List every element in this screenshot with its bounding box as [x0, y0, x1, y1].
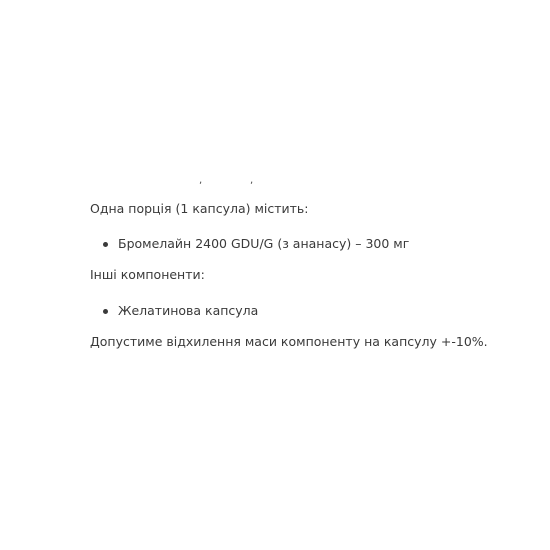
stray-comma-2: , — [250, 175, 254, 186]
serving-item: Бромелайн 2400 GDU/G (з ананасу) – 300 мг — [118, 236, 410, 251]
serving-label: Одна порція (1 капсула) містить: — [90, 201, 309, 216]
other-component-item: Желатинова капсула — [118, 303, 259, 318]
bullet-icon — [103, 309, 108, 314]
tolerance-note: Допустиме відхилення маси компоненту на капсулу +-10%. — [90, 334, 488, 349]
other-components-label: Інші компоненти: — [90, 267, 205, 282]
bullet-icon — [103, 242, 108, 247]
stray-marks — [0, 176, 550, 186]
stray-comma-1: , — [199, 175, 203, 186]
